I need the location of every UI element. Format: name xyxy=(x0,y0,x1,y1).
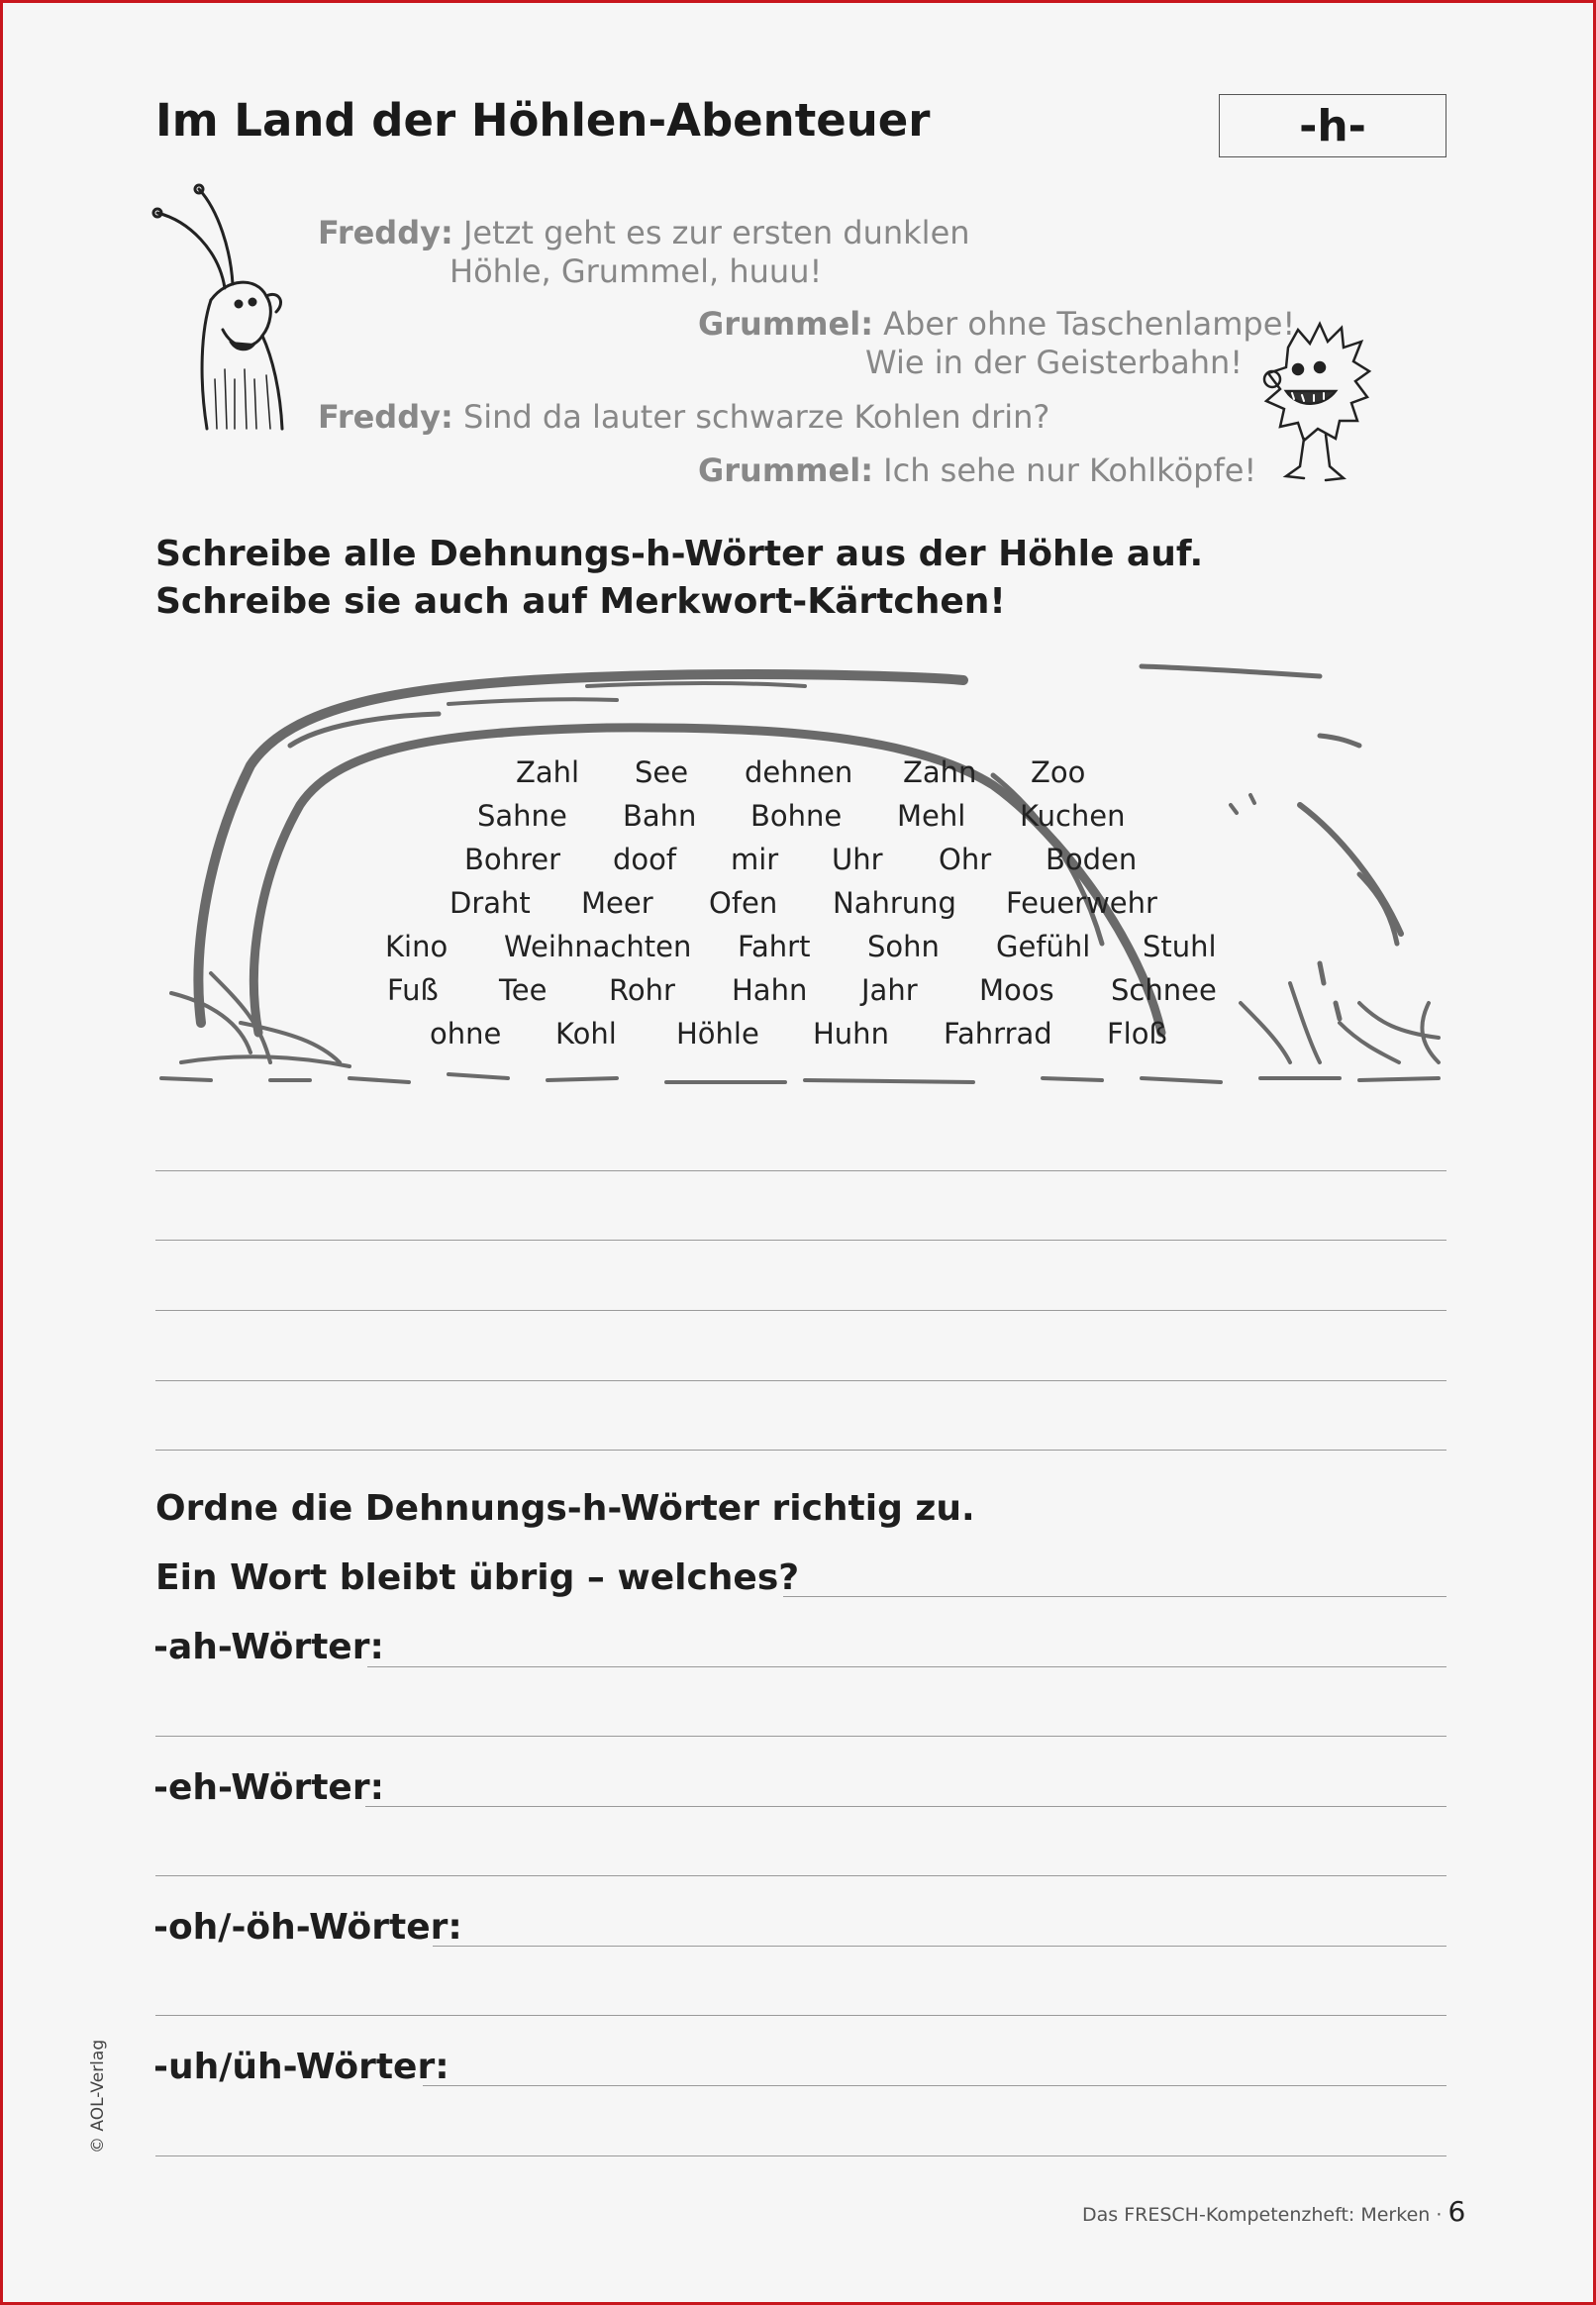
cave-word: Moos xyxy=(979,973,1054,1007)
cave-word: Draht xyxy=(449,886,531,920)
cave-word: Weihnachten xyxy=(504,930,692,963)
cave-word: mir xyxy=(731,843,779,876)
cave-word: Fahrt xyxy=(738,930,811,963)
cave-word: Sahne xyxy=(477,799,567,833)
writing-line-eh[interactable] xyxy=(155,1875,1446,1876)
task1-instruction-2: Schreibe sie auch auf Merkwort-Kärtchen! xyxy=(155,581,1006,622)
speaker-freddy: Freddy: xyxy=(318,214,453,251)
writing-line-eh[interactable] xyxy=(365,1806,1446,1807)
cave-word: Boden xyxy=(1046,843,1138,876)
dialogue-text: Ich sehe nur Kohlköpfe! xyxy=(883,451,1257,489)
cave-word: Höhle xyxy=(676,1017,759,1051)
cave-word: Kuchen xyxy=(1020,799,1126,833)
category-label-oh: -oh/-öh-Wörter: xyxy=(153,1907,462,1948)
cave-word: Tee xyxy=(499,973,548,1007)
dialogue-4 xyxy=(698,451,1257,489)
writing-line-ah[interactable] xyxy=(367,1666,1446,1667)
writing-line-uh[interactable] xyxy=(155,2155,1446,2156)
cave-word: ohne xyxy=(430,1017,502,1051)
task1-instruction-1: Schreibe alle Dehnungs-h-Wörter aus der Höhle auf. xyxy=(155,534,1204,574)
cave-word: Nahrung xyxy=(833,886,956,920)
dialogue-2 xyxy=(698,305,1296,343)
cave-word: Feuerwehr xyxy=(1006,886,1157,920)
writing-line-uh[interactable] xyxy=(423,2085,1446,2086)
grummel-illustration xyxy=(1258,318,1377,491)
cave-word: Uhr xyxy=(832,843,883,876)
cave-word: Hahn xyxy=(732,973,808,1007)
cave-word: Jahr xyxy=(861,973,918,1007)
category-label-ah: -ah-Wörter: xyxy=(153,1627,384,1667)
cave-word: Kohl xyxy=(555,1017,617,1051)
cave-word: dehnen xyxy=(745,755,853,789)
dialogue-3 xyxy=(318,398,1050,436)
dialogue-1 xyxy=(318,214,970,251)
cave-word: Meer xyxy=(581,886,653,920)
page-title: Im Land der Höhlen-Abenteuer xyxy=(155,94,931,147)
cave-word: Bohne xyxy=(750,799,843,833)
cave-word: Ohr xyxy=(939,843,992,876)
writing-line[interactable] xyxy=(155,1450,1446,1451)
writing-line-ah[interactable] xyxy=(155,1736,1446,1737)
dialogue-2-line-2: Wie in der Geisterbahn! xyxy=(865,344,1244,381)
page-number: 6 xyxy=(1447,2195,1466,2228)
dialogue-text: Aber ohne Taschenlampe! xyxy=(883,305,1296,343)
cave-word: Zahn xyxy=(903,755,977,789)
cave-word: Floß xyxy=(1107,1017,1167,1051)
cave-word: Kino xyxy=(385,930,449,963)
dialogue-text: Sind da lauter schwarze Kohlen drin? xyxy=(462,398,1050,436)
cave-word: Mehl xyxy=(897,799,966,833)
cave-word: Gefühl xyxy=(996,930,1091,963)
cave-word: Stuhl xyxy=(1143,930,1217,963)
cave-word: Bahn xyxy=(623,799,697,833)
speaker-grummel: Grummel: xyxy=(698,305,873,343)
cave-word: Sohn xyxy=(867,930,940,963)
writing-line[interactable] xyxy=(155,1240,1446,1241)
cave-word: Ofen xyxy=(709,886,778,920)
writing-line-oh[interactable] xyxy=(155,2015,1446,2016)
h-label-box: -h- xyxy=(1219,94,1446,157)
cave-word: Schnee xyxy=(1111,973,1217,1007)
answer-line-leftover-word[interactable] xyxy=(783,1596,1446,1597)
page-footer xyxy=(1082,2195,1465,2228)
speaker-grummel: Grummel: xyxy=(698,451,873,489)
task2-instruction-2: Ein Wort bleibt übrig – welches? xyxy=(155,1557,800,1598)
category-label-uh: -uh/üh-Wörter: xyxy=(153,2047,449,2087)
copyright-notice: © AOL-Verlag xyxy=(88,2039,108,2154)
cave-word: Huhn xyxy=(813,1017,889,1051)
dialogue-text: Jetzt geht es zur ersten dunklen xyxy=(462,214,970,251)
writing-line-oh[interactable] xyxy=(433,1946,1446,1947)
footer-title: Das FRESCH-Kompetenzheft: Merken xyxy=(1082,2204,1431,2226)
task2-instruction-1: Ordne die Dehnungs-h-Wörter richtig zu. xyxy=(155,1488,975,1529)
cave-word: Zahl xyxy=(516,755,580,789)
cave-word: Fuß xyxy=(387,973,439,1007)
cave-illustration xyxy=(151,647,1450,1092)
speaker-freddy: Freddy: xyxy=(318,398,453,436)
cave-word: Fahrrad xyxy=(944,1017,1052,1051)
writing-line[interactable] xyxy=(155,1170,1446,1171)
cave-word: doof xyxy=(613,843,677,876)
cave-word: Zoo xyxy=(1031,755,1086,789)
dialogue-1-line-2: Höhle, Grummel, huuu! xyxy=(449,252,823,290)
freddy-illustration xyxy=(150,181,313,431)
cave-word: Bohrer xyxy=(464,843,561,876)
category-label-eh: -eh-Wörter: xyxy=(153,1767,384,1808)
footer-separator: · xyxy=(1436,2204,1443,2226)
cave-word: See xyxy=(635,755,689,789)
cave-word: Rohr xyxy=(609,973,675,1007)
writing-line[interactable] xyxy=(155,1310,1446,1311)
writing-line[interactable] xyxy=(155,1380,1446,1381)
